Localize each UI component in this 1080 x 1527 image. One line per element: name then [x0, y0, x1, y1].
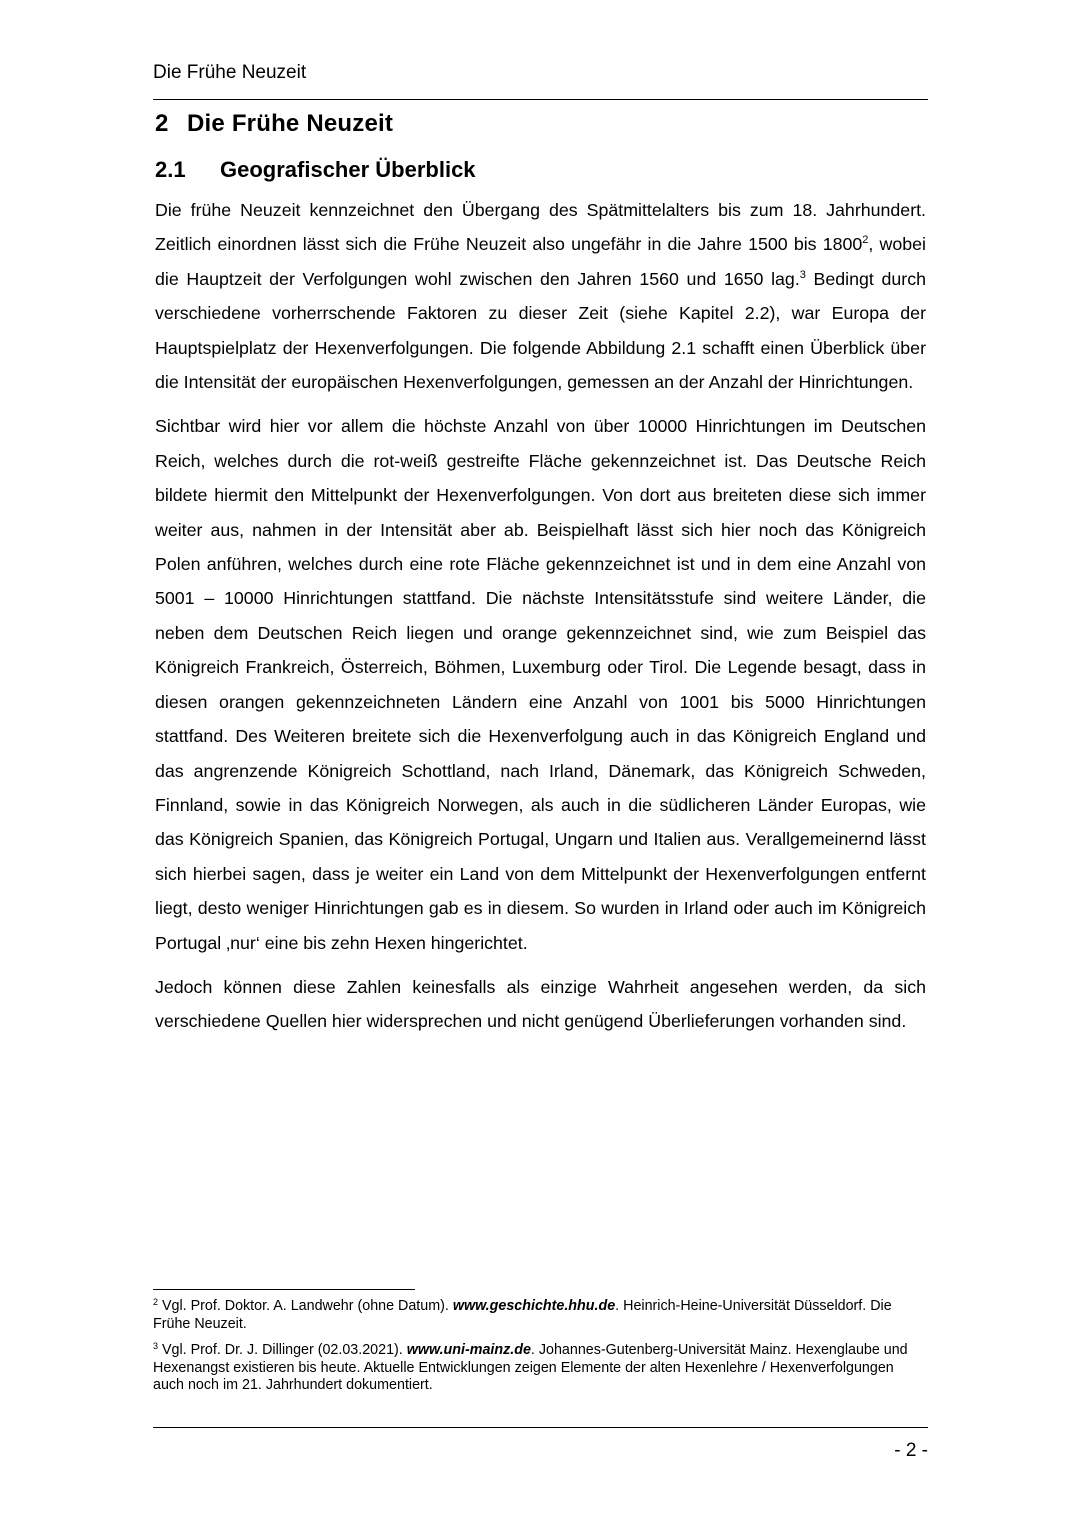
footnote-2	[153, 1298, 927, 1333]
chapter-heading	[155, 110, 393, 138]
footnote-ref-3[interactable]: 3	[799, 268, 806, 281]
section-number: 2.1	[155, 157, 186, 182]
footnote-2-mark: 2	[153, 1297, 159, 1307]
paragraph-1	[155, 193, 926, 399]
paragraph-1-part-a: Die frühe Neuzeit kennzeichnet den Übergang des Spätmittelalters bis zum 18. Jahrhundert. Zeitlich einordnen lässt sich die Frühe Neuzeit also ungefähr in die Jahre 1500 bis 1800	[155, 200, 926, 255]
page-number: - 2 -	[894, 1440, 928, 1461]
footnote-3-text-post: . Johannes-Gutenberg-Universität Mainz. Hexenglaube und Hexenangst existieren bis heute. Aktuelle Entwicklungen zeigen Elemente der alten Hexenlehre / Hexenverfolgungen auch noch im 21. Jahrhundert dokumentiert.	[153, 1342, 908, 1393]
paragraph-2: Sichtbar wird hier vor allem die höchste Anzahl von über 10000 Hinrichtungen im Deutschen Reich, welches durch die rot-weiß gestreifte Fläche gekennzeichnet ist. Das Deutsche Reich bildete hiermit den Mittelpunkt der Hexenverfolgungen. Von dort aus breiteten diese sich immer weiter aus, nahmen in der Intensität aber ab. Beispielhaft lässt sich hier noch das Königreich Polen anführen, welches durch eine rote Fläche gekennzeichnet ist und in dem eine Anzahl von 5001 – 10000 Hinrichtungen stattfand. Die nächste Intensitätsstufe sind weitere Länder, die neben dem Deutschen Reich liegen und orange gekennzeichnet sind, wie zum Beispiel das Königreich Frankreich, Österreich, Böhmen, Luxemburg oder Tirol. Die Legende besagt, dass in diesen orangen gekennzeichneten Ländern eine Anzahl von 1001 bis 5000 Hinrichtungen stattfand. Des Weiteren breitete sich die Hexenverfolgung auch in das Königreich England und das angrenzende Königreich Schottland, nach Irland, Dänemark, das Königreich Schweden, Finnland, sowie in das Königreich Norwegen, als auch in die südlicheren Länder Europas, wie das Königreich Spanien, das Königreich Portugal, Ungarn und Italien aus. Verallgemeinernd lässt sich hierbei sagen, dass je weiter ein Land von dem Mittelpunkt der Hexenverfolgungen entfernt liegt, desto weniger Hinrichtungen gab es in diesem. So wurden in Irland oder auch im Königreich Portugal ‚nur‘ eine bis zehn Hexen hingerichtet.	[155, 416, 926, 953]
footnote-2-site: www.geschichte.hhu.de	[452, 1298, 616, 1314]
header-divider	[153, 99, 928, 100]
footnote-2-text-post: . Heinrich-Heine-Universität Düsseldorf. Die Frühe Neuzeit.	[153, 1298, 892, 1332]
footnote-3-mark: 3	[153, 1341, 159, 1351]
footnote-3-site: www.uni-mainz.de	[406, 1342, 531, 1358]
footnote-3	[153, 1342, 927, 1395]
footnotes	[153, 1298, 927, 1404]
footer-divider	[153, 1427, 928, 1428]
section-heading	[155, 157, 476, 183]
running-header: Die Frühe Neuzeit	[153, 62, 307, 83]
paragraph-1-part-b: , wobei die Hauptzeit der Verfolgungen wohl zwischen den Jahren 1560 und 1650 lag.	[155, 234, 927, 289]
chapter-title: Die Frühe Neuzeit	[187, 110, 394, 137]
footnote-ref-2[interactable]: 2	[862, 234, 869, 247]
section-title: Geografischer Überblick	[220, 157, 476, 182]
footnote-3-text-pre: Vgl. Prof. Dr. J. Dillinger (02.03.2021).	[158, 1342, 407, 1358]
body-text	[155, 193, 926, 1049]
paragraph-1-part-c: Bedingt durch verschiedene vorherrschende Faktoren zu dieser Zeit (siehe Kapitel 2.2), war Europa der Hauptspielplatz der Hexenverfolgungen. Die folgende Abbildung 2.1 schafft einen Überblick über die Intensität der europäischen Hexenverfolgungen, gemessen an der Anzahl der Hinrichtungen.	[155, 268, 926, 393]
chapter-number: 2	[155, 110, 169, 137]
paragraph-3: Jedoch können diese Zahlen keinesfalls als einzige Wahrheit angesehen werden, da sich verschiedene Quellen hier widersprechen und nicht genügend Überlieferungen vorhanden sind.	[155, 976, 926, 1032]
footnote-2-text-pre: Vgl. Prof. Doktor. A. Landwehr (ohne Datum).	[158, 1298, 453, 1314]
footnote-divider	[153, 1289, 415, 1290]
